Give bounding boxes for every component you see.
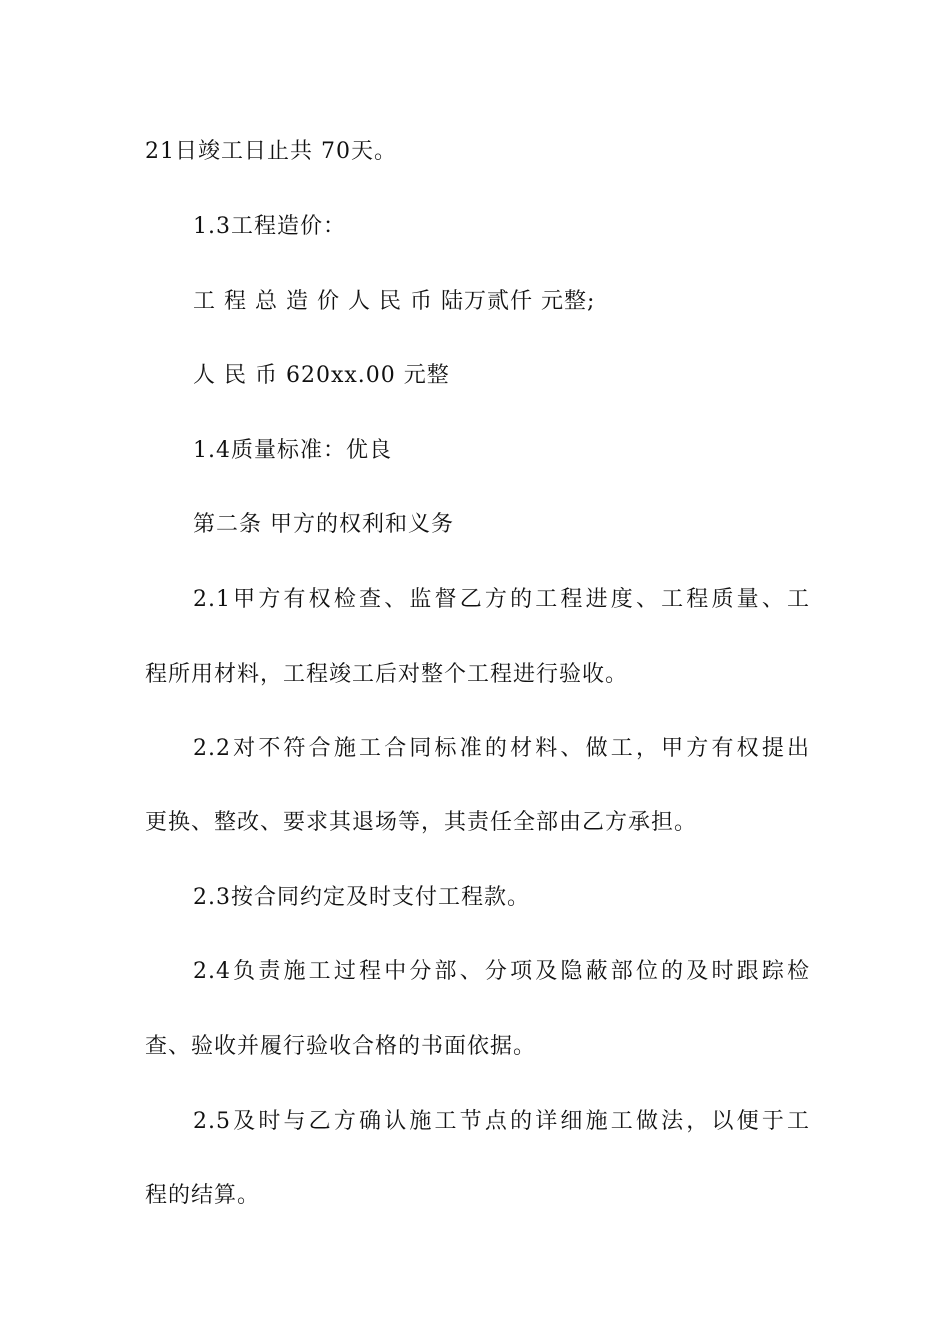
text-line: 2.4负责施工过程中分部、分项及隐蔽部位的及时跟踪检 bbox=[193, 959, 810, 984]
text-line: 查、验收并履行验收合格的书面依据。 bbox=[145, 1034, 537, 1059]
text-line: 21日竣工日止共 70天。 bbox=[145, 139, 397, 164]
text-line: 程的结算。 bbox=[145, 1183, 261, 1208]
text-line: 人 民 币 620xx.00 元整 bbox=[193, 363, 450, 388]
section-heading: 1.4质量标准：优良 bbox=[193, 438, 392, 463]
text-line: 2.5及时与乙方确认施工节点的详细施工做法，以便于工 bbox=[193, 1109, 810, 1134]
text-line: 更换、整改、要求其退场等，其责任全部由乙方承担。 bbox=[145, 810, 698, 835]
text-line: 2.2对不符合施工合同标准的材料、做工，甲方有权提出 bbox=[193, 736, 810, 761]
section-heading: 1.3工程造价： bbox=[193, 214, 346, 239]
text-line: 程所用材料，工程竣工后对整个工程进行验收。 bbox=[145, 662, 629, 687]
article-heading: 第二条 甲方的权利和义务 bbox=[193, 512, 454, 537]
text-line: 2.3按合同约定及时支付工程款。 bbox=[193, 885, 530, 910]
text-line: 工 程 总 造 价 人 民 币 陆万贰仟 元整; bbox=[193, 289, 596, 314]
text-line: 2.1甲方有权检查、监督乙方的工程进度、工程质量、工 bbox=[193, 587, 810, 612]
